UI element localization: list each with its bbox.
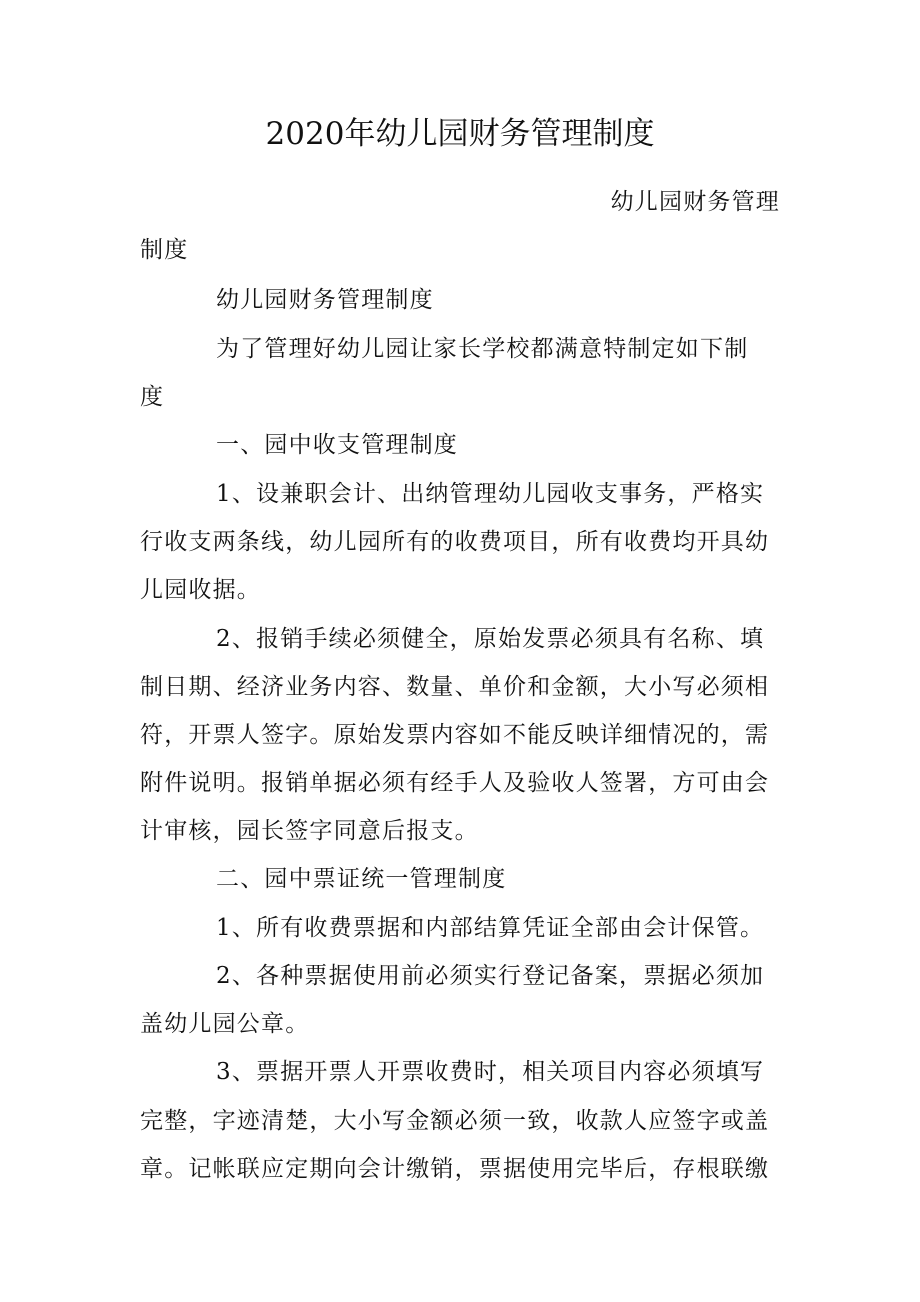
document-title: 2020年幼儿园财务管理制度 [265,116,655,152]
paragraph-line: 1、所有收费票据和内部结算凭证全部由会计保管。 [216,915,765,941]
paragraph-line: 3、票据开票人开票收费时，相关项目内容必须填写 [216,1059,765,1085]
paragraph-line: 符，开票人签字。原始发票内容如不能反映详细情况的，需 [140,722,770,748]
paragraph-line: 行收支两条线，幼儿园所有的收费项目，所有收费均开具幼 [140,529,770,555]
section-heading: 一、园中收支管理制度 [216,432,458,458]
paragraph-line: 盖幼儿园公章。 [140,1011,310,1037]
paragraph-line: 制日期、经济业务内容、数量、单价和金额，大小写必须相 [140,674,770,700]
paragraph-line: 度 [140,384,165,410]
header-line-continuation: 制度 [140,237,189,263]
paragraph-line: 附件说明。报销单据必须有经手人及验收人签署，方可由会 [140,770,770,796]
paragraph-line: 完整，字迹清楚，大小写金额必须一致，收款人应签字或盖 [140,1108,770,1134]
subtitle-line: 幼儿园财务管理制度 [216,287,434,313]
paragraph-line: 计审核，园长签字同意后报支。 [140,818,479,844]
header-line: 幼儿园财务管理 [610,189,780,215]
paragraph-line: 1、设兼职会计、出纳管理幼儿园收支事务，严格实 [216,481,765,507]
paragraph-line: 2、报销手续必须健全，原始发票必须具有名称、填 [216,626,765,652]
paragraph-line: 为了管理好幼儿园让家长学校都满意特制定如下制 [216,336,749,362]
paragraph-line: 2、各种票据使用前必须实行登记备案，票据必须加 [216,963,765,989]
paragraph-line: 章。记帐联应定期向会计缴销，票据使用完毕后，存根联缴 [140,1156,770,1182]
section-heading: 二、园中票证统一管理制度 [216,866,507,892]
paragraph-line: 儿园收据。 [140,577,261,603]
